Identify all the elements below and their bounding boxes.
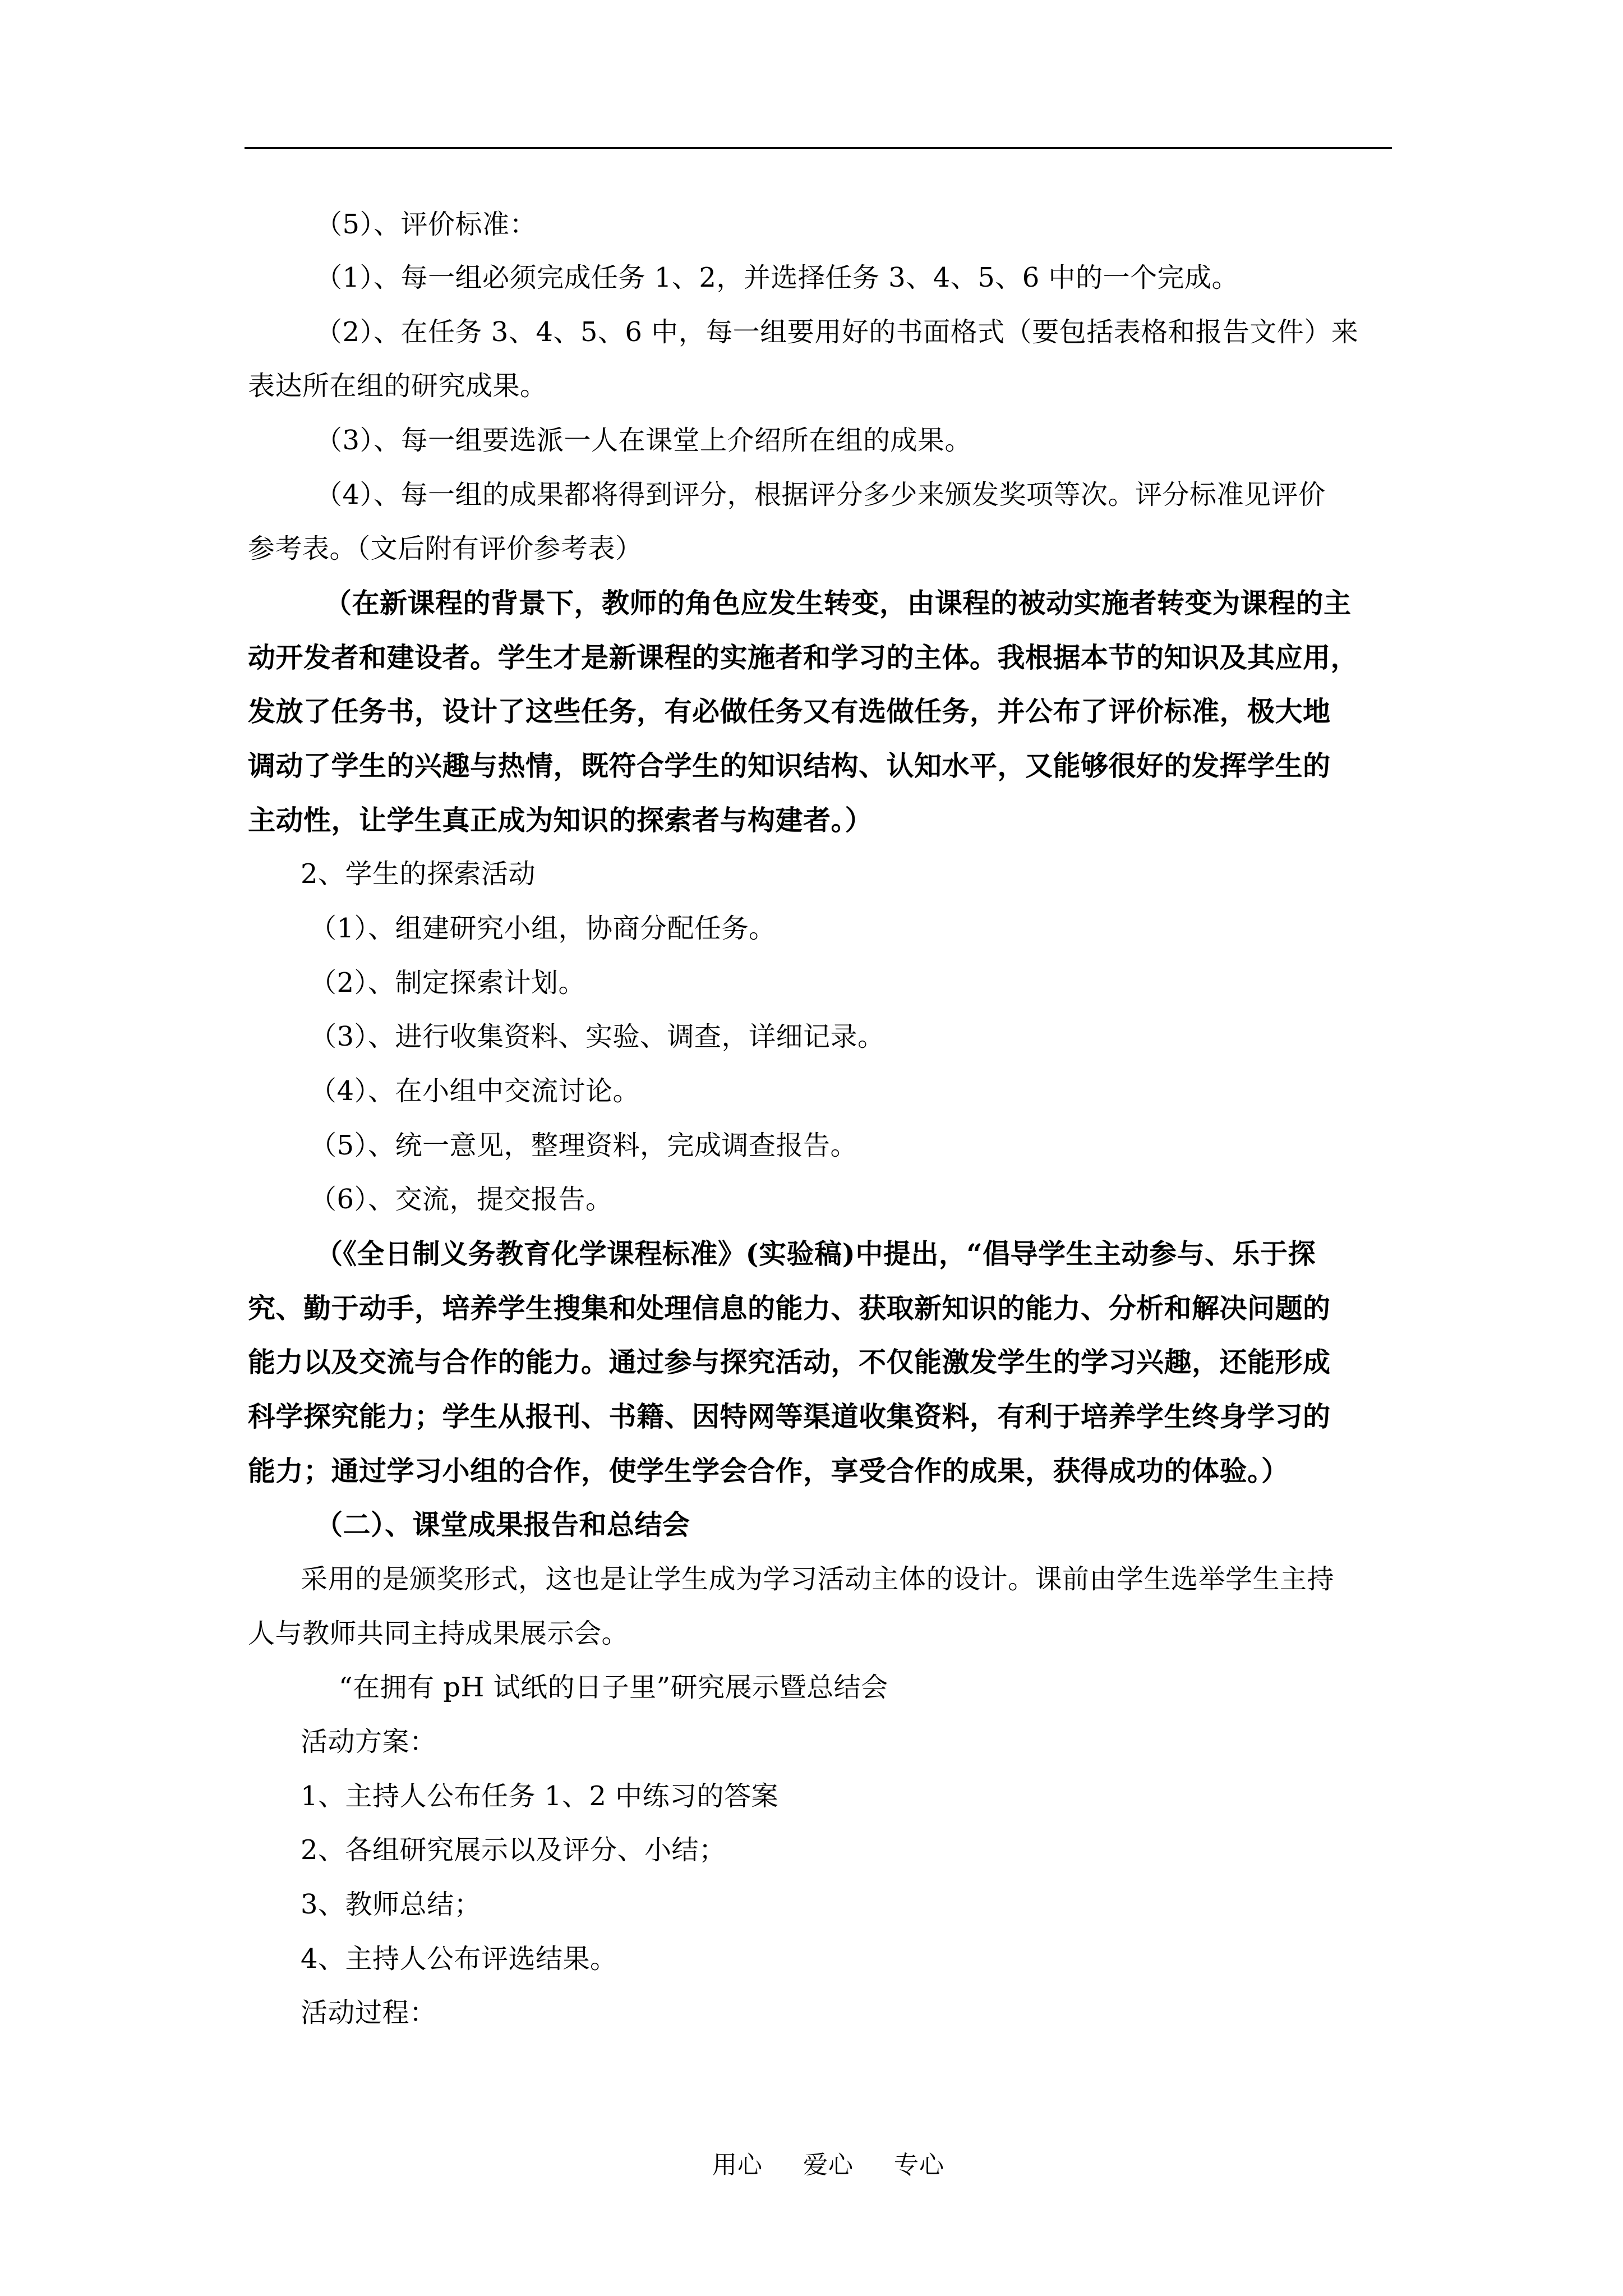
commentary-2-line-3: 能力以及交流与合作的能力。通过参与探究活动，不仅能激发学生的学习兴趣，还能形成 — [248, 1346, 1331, 1378]
activity-step-6: （6）、交流，提交报告。 — [310, 1184, 613, 1215]
commentary-1-line-4: 调动了学生的兴趣与热情，既符合学生的知识结构、认知水平，又能够很好的发挥学生的 — [248, 749, 1331, 782]
criterion-2-line-2: 表达所在组的研究成果。 — [248, 370, 547, 402]
page-footer — [712, 2148, 944, 2182]
footer-word-2: 爱心 — [803, 2151, 854, 2179]
section-2-heading: 2、学生的探索活动 — [301, 858, 536, 890]
commentary-1-line-3: 发放了任务书，设计了这些任务，有必做任务又有选做任务，并公布了评价标准，极大地 — [248, 695, 1331, 728]
commentary-2-line-2: 究、勤于动手，培养学生搜集和处理信息的能力、获取新知识的能力、分析和解决问题的 — [248, 1292, 1331, 1324]
criterion-4-line-2: 参考表。（文后附有评价参考表） — [248, 533, 643, 564]
activity-step-1: （1）、组建研究小组，协商分配任务。 — [310, 913, 776, 944]
section-two-heading: （二）、课堂成果报告和总结会 — [315, 1508, 690, 1541]
criterion-2-line-1: （2）、在任务 3、4、5、6 中，每一组要用好的书面格式（要包括表格和报告文件）来 — [315, 316, 1359, 348]
activity-step-5: （5）、统一意见，整理资料，完成调查报告。 — [310, 1130, 858, 1161]
plan-item-4: 4、主持人公布评选结果。 — [301, 1943, 617, 1975]
event-title: “在拥有 pH 试纸的日子里”研究展示暨总结会 — [339, 1672, 888, 1703]
award-format-line-2: 人与教师共同主持成果展示会。 — [248, 1618, 629, 1649]
plan-item-3: 3、教师总结； — [301, 1889, 482, 1920]
activity-plan-heading: 活动方案： — [301, 1726, 437, 1757]
plan-item-1: 1、主持人公布任务 1、2 中练习的答案 — [301, 1780, 779, 1812]
activity-step-2: （2）、制定探索计划。 — [310, 967, 586, 999]
commentary-2-line-4: 科学探究能力；学生从报刊、书籍、因特网等渠道收集资料，有利于培养学生终身学习的 — [248, 1400, 1331, 1433]
footer-word-3: 专心 — [894, 2151, 944, 2179]
activity-step-3: （3）、进行收集资料、实验、调查，详细记录。 — [310, 1021, 885, 1052]
activity-process-heading: 活动过程： — [301, 1997, 437, 2028]
award-format-line-1: 采用的是颁奖形式，这也是让学生成为学习活动主体的设计。课前由学生选举学生主持 — [301, 1563, 1335, 1595]
commentary-2-line-1: （《全日制义务教育化学课程标准》(实验稿)中提出，“倡导学生主动参与、乐于探 — [315, 1237, 1316, 1270]
criterion-1: （1）、每一组必须完成任务 1、2，并选择任务 3、4、5、6 中的一个完成。 — [315, 262, 1239, 293]
criterion-4-line-1: （4）、每一组的成果都将得到评分，根据评分多少来颁发奖项等次。评分标准见评价 — [315, 479, 1326, 510]
commentary-2-line-5: 能力；通过学习小组的合作，使学生学会合作，享受合作的成果，获得成功的体验。） — [248, 1455, 1289, 1487]
plan-item-2: 2、各组研究展示以及评分、小结； — [301, 1834, 726, 1866]
activity-step-4: （4）、在小组中交流讨论。 — [310, 1075, 640, 1107]
footer-word-1: 用心 — [712, 2151, 763, 2179]
commentary-1-line-2: 动开发者和建设者。学生才是新课程的实施者和学习的主体。我根据本节的知识及其应用， — [248, 641, 1359, 674]
commentary-1-line-1: （在新课程的背景下，教师的角色应发生转变，由课程的被动实施者转变为课程的主 — [324, 587, 1352, 619]
commentary-1-line-5: 主动性，让学生真正成为知识的探索者与构建者。） — [248, 804, 873, 836]
evaluation-criteria-heading: （5）、评价标准： — [315, 209, 537, 240]
criterion-3: （3）、每一组要选派一人在课堂上介绍所在组的成果。 — [315, 425, 972, 456]
header-rule — [245, 147, 1392, 149]
